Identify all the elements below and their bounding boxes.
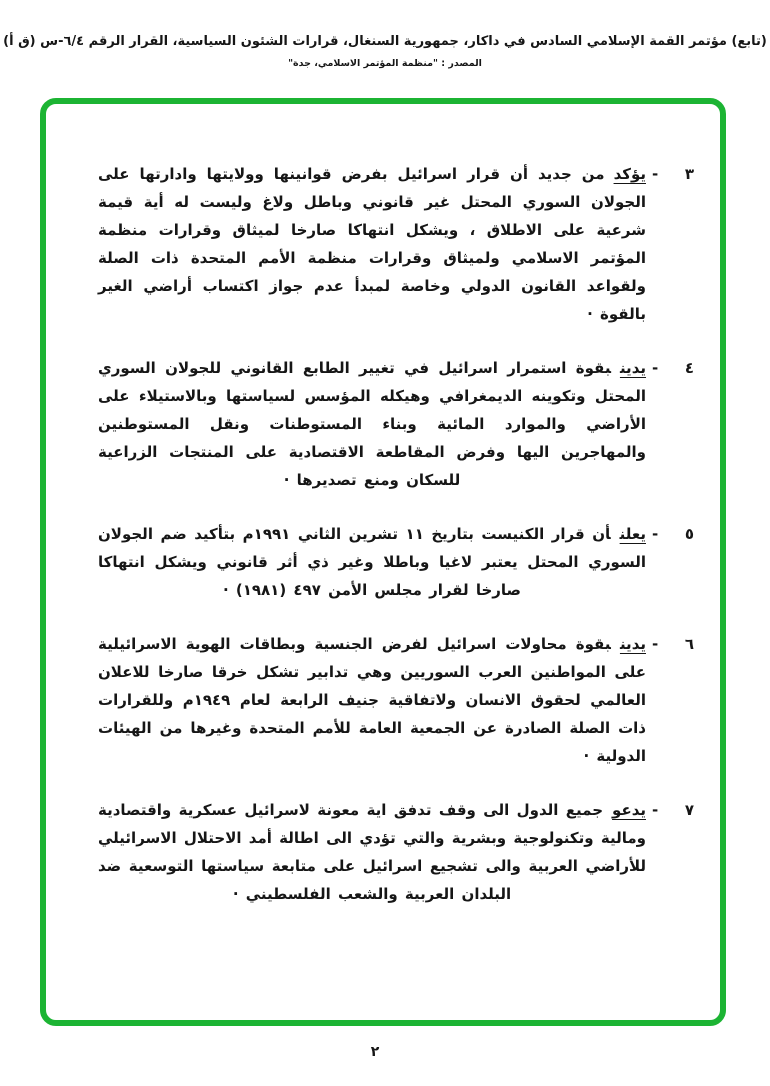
item-number [646,520,694,604]
item-number [646,630,694,770]
clause-lead-word: يعلن [619,525,646,543]
green-border-frame [40,98,726,1026]
clause-lead-word: يدعو [612,801,646,819]
page-number: ٢ [370,1044,380,1060]
document-title: (تابع) مؤتمر القمة الإسلامي السادس في داكار، جمهورية السنغال، قرارات الشئون السياسية، القرار الرقم ٦/٤-س (ق أ) [3,34,767,49]
clause-dash: - [652,801,659,819]
clause-body: بقوة استمرار اسرائيل في تغيير الطابع القانوني للجولان السوري المحتل وتكوينه الديمغرافي وهيكله المؤسس لسياستها وبالاستيلاء على الأراضي والموارد المائية وبناء المستوطنات ونقل المستوطنين والمهاجرين اليها وفرض المقاطعة الاقتصادية على المنتجات الزراعية للسكان ومنع تصديرها · [98,359,646,489]
clause-dash: - [652,525,659,543]
item-number [646,160,694,328]
resolution-clauses [46,104,720,908]
clause-lead-word: يدين [619,359,646,377]
clause-body: بقوة محاولات اسرائيل لفرض الجنسية وبطاقات الهوية الاسرائيلية على المواطنين العرب السوريين وهي تدابير تشكل خرقا صارخا للاعلان العالمي لحقوق الانسان ولاتفاقية جنيف الرابعة لعام ١٩٤٩م وللقرارات ذات الصلة الصادرة عن الجمعية العامة للأمم المتحدة وغيرها من الهيئات الدولية · [98,635,646,765]
document-source: المصدر : "منظمة المؤتمر الاسلامي، جدة" [288,58,482,69]
clause-lead-word: يؤكد [613,165,646,183]
resolution-item [98,520,694,604]
clause-body: من جديد أن قرار اسرائيل بفرض قوانينها وولايتها وادارتها على الجولان السوري المحتل غير قانوني وباطل ولاغ وليست له أية قيمة شرعية على الاطلاق ، ويشكل انتهاكا صارخا لميثاق وقرارات منظمة المؤتمر الاسلامي ولميثاق وقرارات منظمة الأمم المتحدة ذات الصلة ولقواعد القانون الدولي وخاصة لمبدأ عدم جواز اكتساب أراضي الغير بالقوة · [98,165,646,323]
clause-lead-word: يدين [619,635,646,653]
clause-number: ٧ [684,801,694,819]
clause-body: أن قرار الكنيست بتاريخ ١١ تشرين الثاني ١٩٩١م بتأكيد ضم الجولان السوري المحتل يعتبر لاغيا وباطلا وغير ذي أثر قانوني ويشكل انتهاكا صارخا لقرار مجلس الأمن ٤٩٧ (١٩٨١) · [98,525,646,599]
resolution-item [98,160,694,328]
clause-dash: - [652,165,659,183]
document-header [0,34,770,69]
resolution-item [98,354,694,494]
resolution-item [98,796,694,908]
clause-number: ٣ [684,165,694,183]
clause-text [98,520,646,604]
clause-number: ٥ [684,525,694,543]
clause-dash: - [652,635,659,653]
item-number [646,354,694,494]
clause-text [98,630,646,770]
resolution-item [98,630,694,770]
clause-number: ٤ [684,359,694,377]
clause-text [98,354,646,494]
clause-dash: - [652,359,659,377]
clause-text [98,796,646,908]
clause-number: ٦ [684,635,694,653]
clause-text [98,160,646,328]
item-number [646,796,694,908]
clause-body: جميع الدول الى وقف تدفق اية معونة لاسرائيل عسكرية واقتصادية ومالية وتكنولوجية وبشرية والتي تؤدي الى اطالة أمد الاحتلال الاسرائيلي للأراضي العربية والى تشجيع اسرائيل على متابعة سياستها التوسعية ضد البلدان العربية والشعب الفلسطيني · [98,801,646,903]
